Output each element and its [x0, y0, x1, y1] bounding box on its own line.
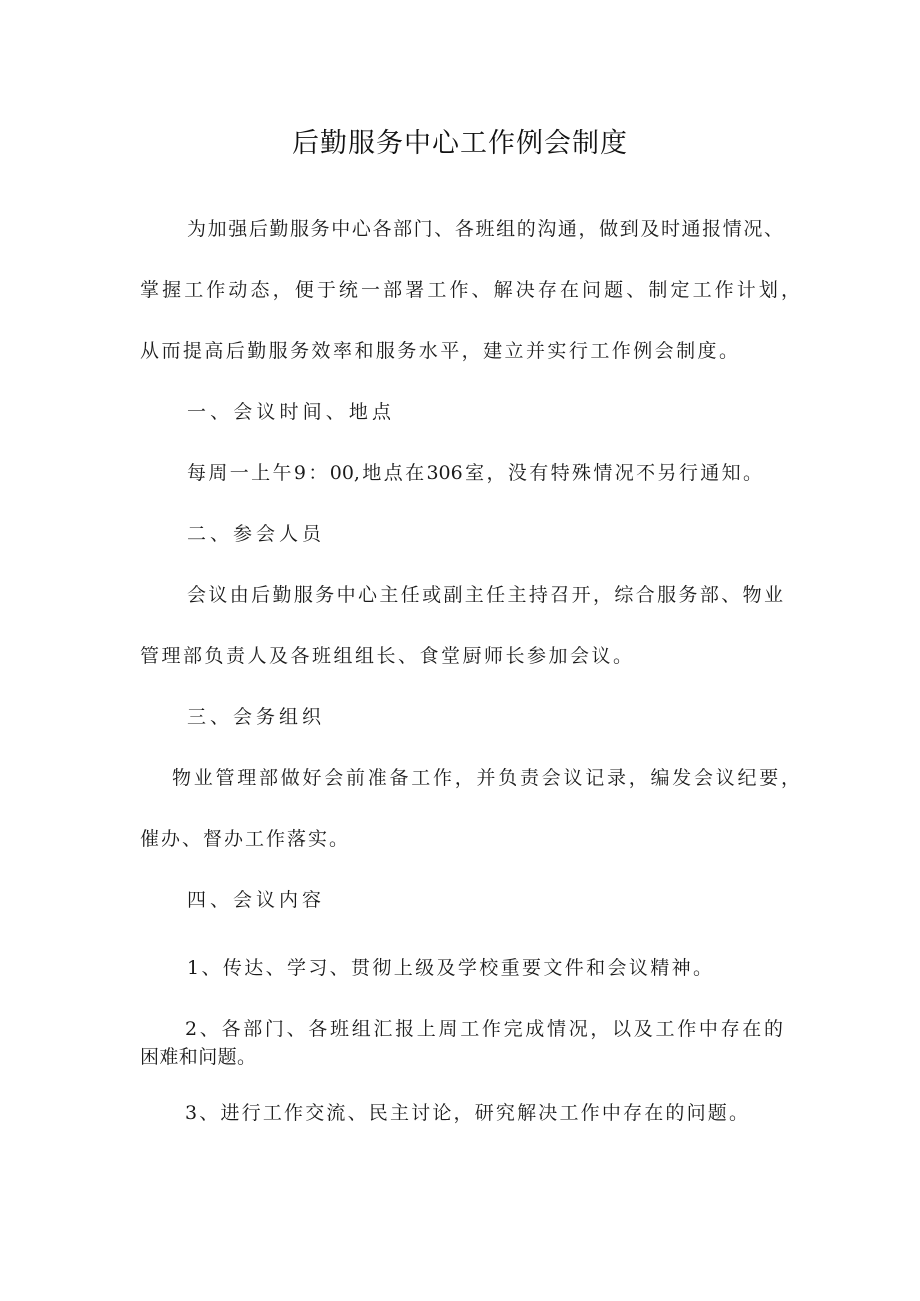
intro-line-2: 掌握工作动态，便于统一部署工作、解决存在问题、制定工作计划，: [140, 279, 800, 301]
section-organization-line-1: 物业管理部做好会前准备工作，并负责会议记录，编发会议纪要，: [172, 767, 800, 789]
section-time-location-text: 每周一上午9：00,地点在306室，没有特殊情况不另行通知。: [187, 462, 762, 484]
section-organization-line-2: 催办、督办工作落实。: [140, 828, 348, 850]
content-item-2-line-1: 2、各部门、各班组汇报上周工作完成情况，以及工作中存在的: [185, 1018, 783, 1040]
content-item-1: 1、传达、学习、贯彻上级及学校重要文件和会议精神。: [187, 957, 712, 979]
content-item-3: 3、进行工作交流、民主讨论，研究解决工作中存在的问题。: [185, 1102, 748, 1124]
document-title: 后勤服务中心工作例会制度: [292, 128, 628, 159]
content-item-2-line-2: 困难和问题。: [140, 1046, 256, 1068]
intro-line-1: 为加强后勤服务中心各部门、各班组的沟通，做到及时通报情况、: [187, 218, 783, 240]
section-heading-attendees: 二、参会人员: [187, 523, 321, 545]
section-heading-content: 四、会议内容: [187, 889, 321, 911]
section-attendees-line-1: 会议由后勤服务中心主任或副主任主持召开，综合服务部、物业: [187, 584, 783, 606]
section-heading-time-location: 一、会议时间、地点: [187, 401, 391, 423]
section-attendees-line-2: 管理部负责人及各班组组长、食堂厨师长参加会议。: [140, 645, 632, 667]
section-heading-organization: 三、会务组织: [187, 706, 321, 728]
intro-line-3: 从而提高后勤服务效率和服务水平，建立并实行工作例会制度。: [140, 340, 738, 362]
